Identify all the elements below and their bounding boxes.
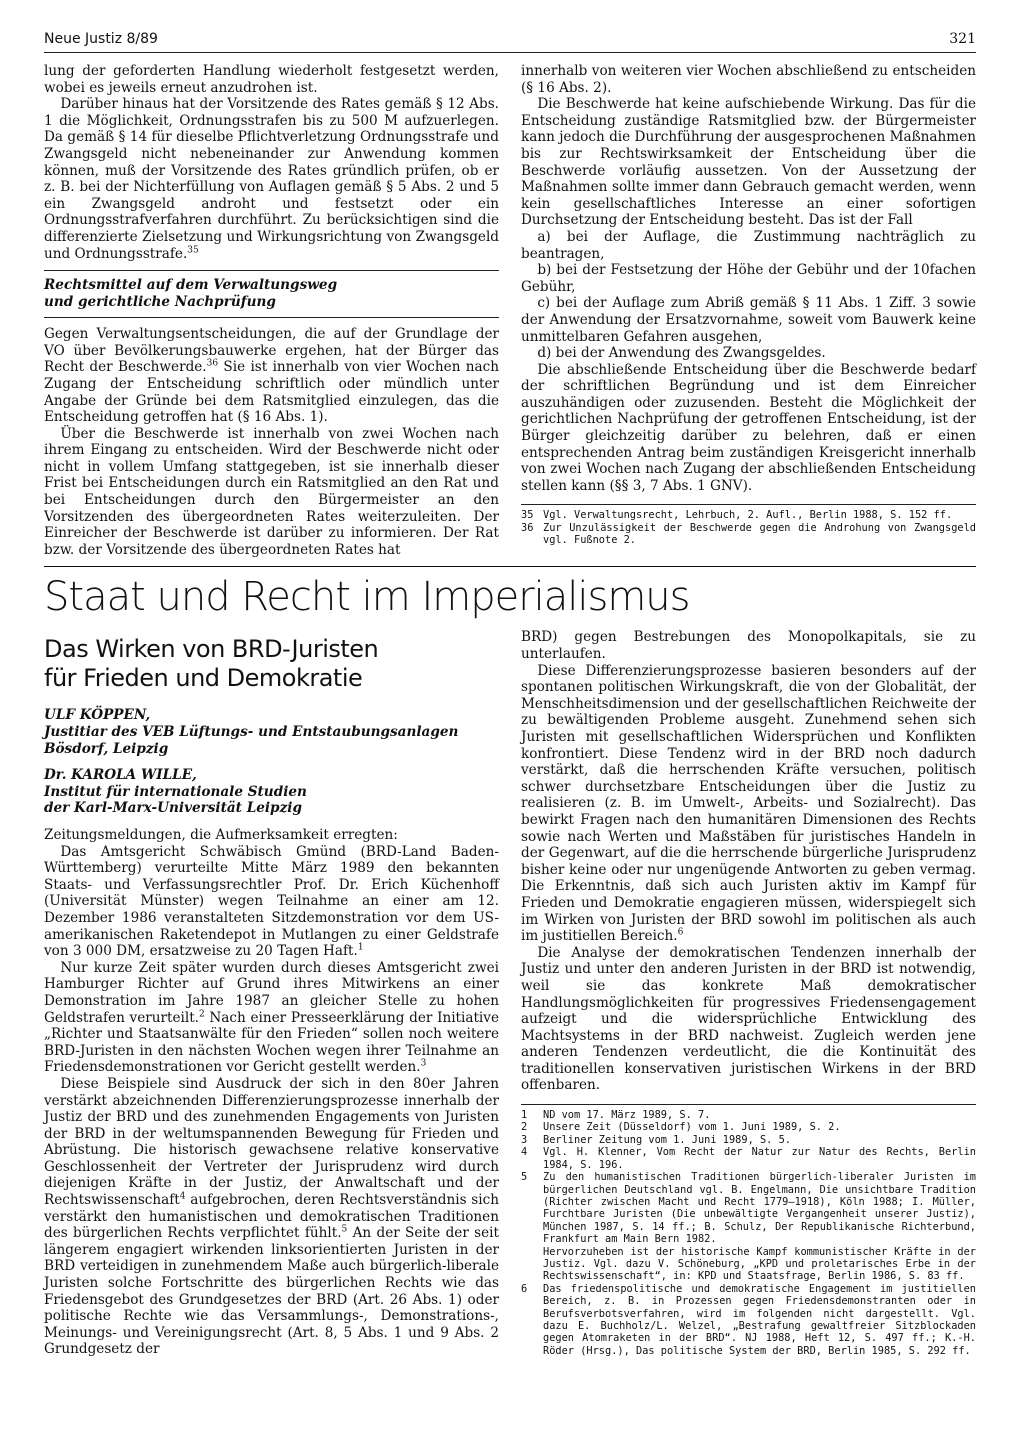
footnote: 1 ND vom 17. März 1989, S. 7. <box>521 1109 711 1122</box>
author-name: Dr. KAROLA WILLE, <box>44 767 197 784</box>
footnote: 3 Berliner Zeitung vom 1. Juni 1989, S. 5. <box>521 1133 791 1146</box>
top-right-column <box>521 63 976 558</box>
footnote: 2 Unsere Zeit (Düsseldorf) vom 1. Juni 1989, S. 2. <box>521 1121 841 1134</box>
top-columns <box>44 63 976 558</box>
list-item: d) bei der Anwendung des Zwangsgeldes. <box>537 345 826 362</box>
footnote: 5 Zu den humanistischen Traditionen bürgerlich-liberaler Juristen im bürgerlichen Deutschland vgl. B. Engelmann, Die unsichtbare Tradition (Richter zwischen Macht und Recht 1779–1918), Köln 1988; I. Müller, Furchtbare Juristen (Die unbewältigte Vergangenheit unserer Justiz), München 1987, S. 14 ff.; B. Schulz, Der Republikanische Richterbund, Frankfurt am Main Bern 1982. <box>521 1171 976 1246</box>
footnote-ref[interactable]: 1 <box>357 942 364 953</box>
footnote-rule <box>521 1104 976 1105</box>
section-heading: Rechtsmittel auf dem Verwaltungsweg und gerichtliche Nachprüfung <box>44 277 338 311</box>
footnote-ref[interactable]: 3 <box>420 1058 427 1069</box>
paragraph: Die abschließende Entscheidung über die Beschwerde bedarf der schriftlichen Begründung und ist dem Einreicher auszuhändigen oder zuzusenden. Besteht die Möglichkeit der gerichtlichen Nachprüfung der getroffenen Entscheidung, ist der Bürger gleichzeitig darüber zu belehren, daß er einen entsprechenden Antrag beim zuständigen Kreisgericht innerhalb von zwei Wochen nach Zugang der abschließenden Entscheidung stellen kann (§§ 3, 7 Abs. 1 GNV). <box>521 361 976 494</box>
author-name: ULF KÖPPEN, <box>44 707 151 724</box>
list-item: b) bei der Festsetzung der Höhe der Gebühr und der 10fachen Gebühr, <box>521 262 976 295</box>
author-block <box>44 707 499 757</box>
page-number: 321 <box>949 31 976 47</box>
paragraph: BRD) gegen Bestrebungen des Monopolkapitals, sie zu unterlaufen. <box>521 629 976 663</box>
top-left-column <box>44 63 499 558</box>
footnotes <box>521 509 976 546</box>
footnote-ref[interactable]: 35 <box>187 245 199 255</box>
paragraph: Nur kurze Zeit später wurden durch dieses Amtsgericht zwei Hamburger Richter auf Grund ihres Mitwirkens an einer Demonstration im Jahre 1987 an gleicher Stelle zu hohen Geldstrafen verurteilt.$^2$ Nach einer Presseerklärung der Initiative „Richter und Staatsanwälte für den Frieden“ sollen noch weitere BRD-Juristen in den nächsten Wochen wegen ihrer Teilnahme an Friedensdemonstrationen vor Gericht gestellt werden.$^3$ <box>44 959 500 1076</box>
footnote-ref[interactable]: 5 <box>341 1224 348 1235</box>
paragraph: Diese Beispiele sind Ausdruck der sich in den 80er Jahren verstärkt abzeichnenden Differenzierungsprozesse innerhalb der Justiz der BRD und des zunehmenden Engagements von Juristen der BRD in der weltumspannenden Bewegung für Frieden und Abrüstung. Die historisch gewachsene relative konservative Geschlossenheit der Vertreter der Jurisprudenz wird durch diejenigen Kräfte in der Justiz, der Anwaltschaft und der Rechtswissenschaft$^4$ aufgebrochen, deren Rechtsverständnis sich verstärkt den humanistischen und demokratischen Traditionen des bürgerlichen Rechts verpflichtet fühlt.$^5$ An der Seite der seit längerem engagiert wirkenden linksorientierten Juristen in der BRD verteidigen in zunehmendem Maße auch bürgerlich-liberale Juristen solche Fortschritte des bürgerlichen Rechts wie das Friedensgebot des Grundgesetzes der BRD (Art. 26 Abs. 1) oder politische Rechte wie das Versammlungs-, Demonstrations-, Meinungs- und Vereinigungsrecht (Art. 8, 5 Abs. 1 und 9 Abs. 2 Grundgesetz der <box>44 1075 499 1358</box>
article-right-column <box>521 629 976 1358</box>
footnotes <box>521 1109 976 1357</box>
footnote-rule <box>521 504 976 505</box>
page-header <box>44 30 976 53</box>
article-title: Das Wirken von BRD-Juristen für Frieden und Demokratie <box>44 635 379 693</box>
author-affiliation: Justitiar des VEB Lüftungs- und Entstaubungsanlagen <box>44 724 459 741</box>
paragraph: lung der geforderten Handlung wiederholt festgesetzt werden, wobei es jeweils erneut anzudrohen ist. <box>44 63 499 96</box>
paragraph: Gegen Verwaltungsentscheidungen, die auf der Grundlage der VO über Bevölkerungsbauwerke ergehen, hat der Bürger das Recht der Beschwerde.$^{36}$ Sie ist innerhalb von vier Wochen nach Zugang der Entscheidung schriftlich oder mündlich unter Angabe der Gründe bei dem Ratsmitglied einzulegen, das die Entscheidung getroffen hat (§ 16 Abs. 1). <box>44 326 499 426</box>
journal-page <box>44 30 976 1410</box>
paragraph: Diese Differenzierungsprozesse basieren besonders auf der spontanen politischen Wirkungskraft, die von der Globalität, der Menschheitsdimension und der gesellschaftlichen Reichweite der zu bewältigenden Probleme ausgeht. Zunehmend sehen sich Juristen mit gesellschaftlichen Widersprüchen und Konflikten konfrontiert. Diese Tendenz wird in der BRD noch dadurch verstärkt, daß die herrschenden Kräfte versuchen, politisch schwer durchsetzbare Entscheidungen über die Justiz zu realisieren (z. B. im Umwelt-, Arbeits- und Sozialrecht). Das bewirkt Fragen nach den humanitären Dimensionen des Rechts sowie nach Werten und Maßstäben für juristisches Handeln in der Gegenwart, auf die die herrschende bürgerliche Jurisprudenz bisher keine oder nur ungenügende Antworten zu geben vermag. Die Erkenntnis, daß sich auch Juristen aktiv im Kampf für Frieden und Demokratie engagieren müssen, widerspiegelt sich im Wirken von Juristen der BRD sowohl im politischen als auch im justitiellen Bereich.$^6$ <box>521 662 976 945</box>
author-block <box>44 767 499 817</box>
footnote-ref[interactable]: 2 <box>198 1009 205 1019</box>
intro-line: Zeitungsmeldungen, die Aufmerksamkeit erregten: <box>44 827 398 843</box>
footnote-ref[interactable]: 6 <box>677 927 684 938</box>
section-rule <box>44 270 499 271</box>
list-item: c) bei der Auflage zum Abriß gemäß § 11 Abs. 1 Ziff. 3 sowie der Anwendung der Ersatzvornahme, soweit vom Bauwerk keine unmittelbaren Gefahren ausgehen, <box>521 295 976 345</box>
footnote: 36 Zur Unzulässigkeit der Beschwerde gegen die Androhung von Zwangsgeld vgl. Fußnote 2. <box>521 521 976 547</box>
paragraph: Über die Beschwerde ist innerhalb von zwei Wochen nach ihrem Eingang zu entscheiden. Wird der Beschwerde nicht oder nicht in vollem Umfang stattgegeben, ist sie innerhalb dieser Frist bei Entscheidungen durch ein Ratsmitglied an den Rat und bei Entscheidungen durch den Bürgermeister an den Vorsitzenden des übergeordneten Rates weiterzuleiten. Der Einreicher der Beschwerde ist darüber zu informieren. Der Rat bzw. der Vorsitzende des übergeordneten Rates hat <box>44 425 499 558</box>
author-affiliation: Institut für internationale Studien <box>44 783 307 800</box>
paragraph: innerhalb von weiteren vier Wochen abschließend zu entscheiden (§ 16 Abs. 2). <box>521 63 976 96</box>
paragraph: Darüber hinaus hat der Vorsitzende des Rates gemäß § 12 Abs. 1 die Möglichkeit, Ordnungsstrafen bis zu 500 M aufzuerlegen. Da gemäß § 14 für dieselbe Pflichtverletzung Ordnungsstrafe und Zwangsgeld nicht nebeneinander zur Anwendung kommen können, muß der Vorsitzende des Rates gründlich prüfen, ob er z. B. bei der Nichterfüllung von Auflagen gemäß § 5 Abs. 2 und 5 ein Zwangsgeld androht und festsetzt oder ein Ordnungsstrafverfahren durchführt. Zu berücksichtigen sind die differenzierte Zielsetzung und Wirkungsrichtung von Zwangsgeld und Ordnungsstrafe.$^{35}$ <box>44 96 499 262</box>
article-left-column <box>44 629 499 1358</box>
paragraph: Die Analyse der demokratischen Tendenzen innerhalb der Justiz und unter den anderen Juristen in der BRD ist notwendig, weil sie das konkrete Maß demokratischer Handlungsmöglichkeiten für progressives Friedensengagement aufzeigt und die widersprüchliche Entwicklung des Machtsystems in der BRD nachweist. Zugleich werden jene anderen Tendenzen verdeutlicht, die die Kontinuität des traditionellen konservativen juristischen Wirkens in der BRD offenbaren. <box>521 944 976 1094</box>
footnote-ref[interactable]: 36 <box>206 358 219 369</box>
paragraph: Das Amtsgericht Schwäbisch Gmünd (BRD-Land Baden-Württemberg) verurteilte Mitte März 1989 den bekannten Staats- und Verfassungsrechtler Prof. Dr. Erich Küchenhoff (Universität Münster) wegen Teilnahme an einer am 12. Dezember 1986 veranstalteten Sitzdemonstration vor dem US-amerikanischen Raketendepot in Mutlangen zu einer Geldstrafe von 3 000 DM, ersatzweise zu 20 Tagen Haft.$^1$ <box>44 843 499 960</box>
author-affiliation: der Karl-Marx-Universität Leipzig <box>44 800 302 817</box>
author-affiliation: Bösdorf, Leipzig <box>44 740 169 757</box>
paragraph: Die Beschwerde hat keine aufschiebende Wirkung. Das für die Entscheidung zuständige Ratsmitglied bzw. der Bürgermeister kann jedoch die Durchführung der ausgesprochenen Maßnahmen bis zur Rechtswirksamkeit der Entscheidung über die Beschwerde vorläufig aussetzen. Von der Aussetzung der Maßnahmen sollte immer dann Gebrauch gemacht werden, wenn kein gesellschaftliches Interesse an einer sofortigen Durchsetzung der Entscheidung besteht. Das ist der Fall <box>521 96 976 229</box>
section-rule <box>44 317 499 318</box>
footnote: 6 Das friedenspolitische und demokratische Engagement im justitiellen Bereich, z. B. in Prozessen gegen Friedensdemonstranten oder in Berufsverbotsverfahren, wird im folgenden nicht dargestellt. Vgl. dazu E. Buchholz/L. Welzel, „Bestrafung gewaltfreier Sitzblockaden gegen Atomraketen in der BRD“. NJ 1988, Heft 12, S. 497 ff.; K.-H. Röder (Hrsg.), Das politische System der BRD, Berlin 1985, S. 292 ff. <box>521 1282 976 1357</box>
footnote: Hervorzuheben ist der historische Kampf kommunistischer Kräfte in der Justiz. Vgl. dazu V. Schöneburg, „KPD und proletarisches Erbe in der Rechtswissenschaft“, in: KPD und Staatsfrage, Berlin 1986, S. 83 ff. <box>543 1245 976 1283</box>
footnote: 35 Vgl. Verwaltungsrecht, Lehrbuch, 2. Aufl., Berlin 1988, S. 152 ff. <box>521 509 953 522</box>
journal-issue: Neue Justiz 8/89 <box>44 31 158 47</box>
list-item: a) bei der Auflage, die Zustimmung nachträglich zu beantragen, <box>521 228 976 262</box>
rubric-heading: Staat und Recht im Imperialismus <box>44 574 690 621</box>
article-columns <box>44 629 976 1358</box>
footnote: 4 Vgl. H. Klenner, Vom Recht der Natur zur Natur des Rechts, Berlin 1984, S. 196. <box>521 1146 976 1171</box>
section-divider <box>44 566 976 567</box>
footnote-ref[interactable]: 4 <box>179 1191 186 1202</box>
